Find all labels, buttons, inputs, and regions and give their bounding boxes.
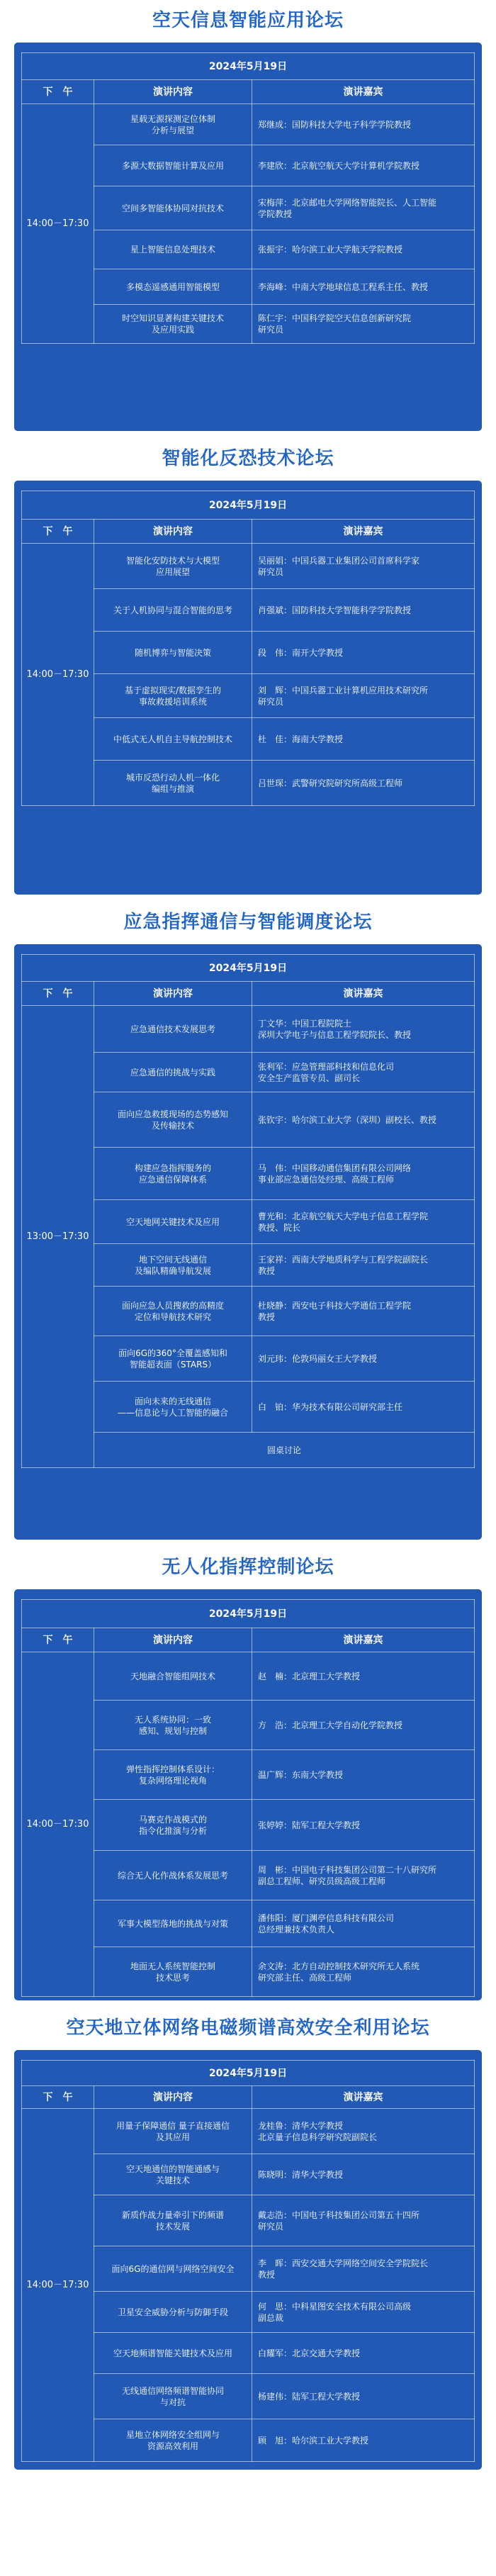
speaker-header: 演讲嘉宾 [252, 982, 475, 1006]
talk-topic: 地面无人系统智能控制 技术思考 [94, 1947, 252, 1997]
agenda-panel [14, 2050, 482, 2470]
speaker-header: 演讲嘉宾 [252, 80, 475, 104]
header-row [22, 520, 475, 544]
talk-speaker: 刘元玮：伦敦玛丽女王大学教授 [252, 1336, 475, 1382]
talk-speaker: 周 彬：中国电子科技集团公司第二十八研究所 副总工程师、研究员级高级工程师 [252, 1851, 475, 1900]
topic-header: 演讲内容 [94, 2086, 252, 2109]
period-header: 下 午 [22, 80, 94, 104]
period-header: 下 午 [22, 520, 94, 544]
forum-title: 智能化反恐技术论坛 [162, 448, 334, 469]
talk-topic: 空天地通信的智能通感与 关键技术 [94, 2154, 252, 2195]
talk-speaker: 陈仁宇：中国科学院空天信息创新研究院 研究员 [252, 305, 475, 344]
talk-speaker: 段 伟：南开大学教授 [252, 632, 475, 674]
talk-topic: 无人系统协同：一致 感知、规划与控制 [94, 1701, 252, 1750]
talk-speaker: 张钦宇：哈尔滨工业大学（深圳）副校长、教授 [252, 1092, 475, 1148]
talk-speaker: 张振宇：哈尔滨工业大学航天学院教授 [252, 230, 475, 269]
topic-header: 演讲内容 [94, 982, 252, 1006]
talk-topic: 空间多智能体协同对抗技术 [94, 186, 252, 230]
talk-speaker: 李 晖：西安交通大学网络空间安全学院院长 教授 [252, 2246, 475, 2292]
agenda-table [21, 52, 475, 344]
speaker-header: 演讲嘉宾 [252, 520, 475, 544]
session-date: 2024年5月19日 [22, 955, 475, 982]
talk-speaker: 吕世琛：武警研究院研究所高级工程师 [252, 761, 475, 806]
header-row [22, 1628, 475, 1652]
talk-speaker: 杨建伟：陆军工程大学教授 [252, 2374, 475, 2419]
talk-speaker: 王家祥：西南大学地质科学与工程学院副院长 教授 [252, 1244, 475, 1287]
table-row [22, 544, 475, 589]
agenda-table [21, 491, 475, 806]
talk-topic: 面向应急人员搜救的高精度 定位和导航技术研究 [94, 1287, 252, 1336]
session-date: 2024年5月19日 [22, 2061, 475, 2086]
table-row [22, 1652, 475, 1701]
date-row [22, 1600, 475, 1628]
talk-topic: 星上智能信息处理技术 [94, 230, 252, 269]
talk-speaker: 吴丽娟：中国兵器工业集团公司首席科学家 研究员 [252, 544, 475, 589]
talk-speaker: 马 伟：中国移动通信集团有限公司网络 事业部应急通信处经理、高级工程师 [252, 1148, 475, 1200]
talk-speaker: 郑继成：国防科技大学电子科学学院教授 [252, 104, 475, 145]
talk-speaker: 李建欣：北京航空航天大学计算机学院教授 [252, 145, 475, 186]
session-time: 14:00－17:30 [22, 1652, 94, 1997]
talk-topic: 时空知识显著构建关键技术 及应用实践 [94, 305, 252, 344]
talk-topic: 用量子保障通信 量子直接通信 及其应用 [94, 2109, 252, 2154]
talk-topic: 天地融合智能组网技术 [94, 1652, 252, 1701]
agenda-table [21, 2060, 475, 2462]
agenda-panel [14, 944, 482, 1540]
forum-section [14, 431, 482, 895]
talk-speaker: 赵 楠：北京理工大学教授 [252, 1652, 475, 1701]
session-time: 13:00－17:30 [22, 1006, 94, 1468]
talk-topic: 应急通信技术发展思考 [94, 1006, 252, 1053]
date-row [22, 955, 475, 982]
talk-topic: 面向6G的通信网与网络空间安全 [94, 2246, 252, 2292]
talk-topic: 空天地频谱智能关键技术及应用 [94, 2333, 252, 2374]
talk-topic: 随机博弈与智能决策 [94, 632, 252, 674]
talk-speaker: 方 浩：北京理工大学自动化学院教授 [252, 1701, 475, 1750]
talk-speaker: 丁文华：中国工程院院士 深圳大学电子与信息工程学院院长、教授 [252, 1006, 475, 1053]
date-row [22, 491, 475, 520]
talk-speaker: 潘伟阳：厦门渊亭信息科技有限公司 总经理兼技术负责人 [252, 1900, 475, 1947]
agenda-table [21, 954, 475, 1468]
session-time: 14:00－17:30 [22, 104, 94, 344]
period-header: 下 午 [22, 1628, 94, 1652]
session-date: 2024年5月19日 [22, 53, 475, 80]
talk-topic: 地下空间无线通信 及编队精确导航发展 [94, 1244, 252, 1287]
period-header: 下 午 [22, 982, 94, 1006]
forum-section [14, 2000, 482, 2470]
talk-speaker: 温广辉：东南大学教授 [252, 1750, 475, 1800]
talk-topic: 综合无人化作战体系发展思考 [94, 1851, 252, 1900]
talk-speaker: 陈晓明：清华大学教授 [252, 2154, 475, 2195]
round-table-discussion: 圆桌讨论 [94, 1433, 475, 1468]
talk-topic: 马赛克作战模式的 指令化推演与分析 [94, 1800, 252, 1851]
period-header: 下 午 [22, 2086, 94, 2109]
session-date: 2024年5月19日 [22, 491, 475, 520]
talk-speaker: 白 铂：华为技术有限公司研究部主任 [252, 1382, 475, 1433]
talk-speaker: 杜晓静：西安电子科技大学通信工程学院 教授 [252, 1287, 475, 1336]
talk-speaker: 戴志浩：中国电子科技集团公司第五十四所 研究员 [252, 2195, 475, 2246]
topic-header: 演讲内容 [94, 520, 252, 544]
agenda-panel [14, 481, 482, 895]
talk-speaker: 白耀军：北京交通大学教授 [252, 2333, 475, 2374]
talk-speaker: 刘 辉：中国兵器工业计算机应用技术研究所 研究员 [252, 674, 475, 718]
talk-topic: 面向应急救援现场的态势感知 及传输技术 [94, 1092, 252, 1148]
talk-topic: 无线通信网络频谱智能协同 与对抗 [94, 2374, 252, 2419]
talk-topic: 中低式无人机自主导航控制技术 [94, 718, 252, 761]
talk-topic: 多模态遥感通用智能模型 [94, 269, 252, 305]
topic-header: 演讲内容 [94, 1628, 252, 1652]
talk-topic: 关于人机协同与混合智能的思考 [94, 589, 252, 632]
talk-speaker: 龙桂鲁：清华大学教授 北京量子信息科学研究院副院长 [252, 2109, 475, 2154]
session-time: 14:00－17:30 [22, 544, 94, 806]
talk-topic: 卫星安全威胁分析与防御手段 [94, 2292, 252, 2333]
talk-speaker: 杜 佳：海南大学教授 [252, 718, 475, 761]
forum-section [14, 0, 482, 431]
talk-speaker: 李海峰：中南大学地球信息工程系主任、教授 [252, 269, 475, 305]
talk-topic: 应急通信的挑战与实践 [94, 1053, 252, 1092]
talk-speaker: 张婷婷：陆军工程大学教授 [252, 1800, 475, 1851]
forum-title: 空天信息智能应用论坛 [152, 10, 344, 31]
header-row [22, 80, 475, 104]
agenda-panel [14, 43, 482, 431]
talk-topic: 面向未来的无线通信 ——信息论与人工智能的融合 [94, 1382, 252, 1433]
talk-topic: 星地立体网络安全组网与 资源高效利用 [94, 2419, 252, 2462]
talk-speaker: 何 思：中科星图安全技术有限公司高级 副总裁 [252, 2292, 475, 2333]
talk-topic: 星载无源探测定位体制 分析与展望 [94, 104, 252, 145]
talk-topic: 新质作战力量牵引下的频谱 技术发展 [94, 2195, 252, 2246]
header-row [22, 2086, 475, 2109]
header-row [22, 982, 475, 1006]
agenda-panel [14, 1589, 482, 2000]
forum-title: 空天地立体网络电磁频谱高效安全利用论坛 [66, 2017, 430, 2039]
forum-title: 无人化指挥控制论坛 [162, 1557, 334, 1578]
speaker-header: 演讲嘉宾 [252, 2086, 475, 2109]
date-row [22, 53, 475, 80]
talk-topic: 构建应急指挥服务的 应急通信保障体系 [94, 1148, 252, 1200]
forum-title: 应急指挥通信与智能调度论坛 [123, 912, 373, 933]
talk-topic: 多源大数据智能计算及应用 [94, 145, 252, 186]
talk-topic: 弹性指挥控制体系设计： 复杂网络理论视角 [94, 1750, 252, 1800]
session-date: 2024年5月19日 [22, 1600, 475, 1628]
talk-topic: 城市反恐行动人机一体化 编组与推演 [94, 761, 252, 806]
talk-topic: 面向6G的360°全覆盖感知和 智能超表面（STARS） [94, 1336, 252, 1382]
talk-speaker: 顾 旭：哈尔滨工业大学教授 [252, 2419, 475, 2462]
talk-speaker: 宋梅萍：北京邮电大学网络智能院长、人工智能 学院教授 [252, 186, 475, 230]
table-row [22, 1006, 475, 1053]
topic-header: 演讲内容 [94, 80, 252, 104]
talk-topic: 智能化安防技术与大模型 应用展望 [94, 544, 252, 589]
forum-section [14, 895, 482, 1540]
speaker-header: 演讲嘉宾 [252, 1628, 475, 1652]
talk-topic: 军事大模型落地的挑战与对策 [94, 1900, 252, 1947]
talk-speaker: 曹光和：北京航空航天大学电子信息工程学院 教授、院长 [252, 1200, 475, 1244]
talk-speaker: 张利军：应急管理部科技和信息化司 安全生产监管专员、副司长 [252, 1053, 475, 1092]
talk-topic: 空天地网关键技术及应用 [94, 1200, 252, 1244]
talk-speaker: 肖强斌：国防科技大学智能科学学院教授 [252, 589, 475, 632]
table-row [22, 2109, 475, 2154]
agenda-table [21, 1599, 475, 1997]
table-row [22, 104, 475, 145]
talk-topic: 基于虚拟现实/数据孪生的 事故救援培训系统 [94, 674, 252, 718]
session-time: 14:00－17:30 [22, 2109, 94, 2462]
date-row [22, 2061, 475, 2086]
forum-section [14, 1540, 482, 2000]
talk-speaker: 余文涛：北方自动控制技术研究所无人系统 研究部主任、高级工程师 [252, 1947, 475, 1997]
